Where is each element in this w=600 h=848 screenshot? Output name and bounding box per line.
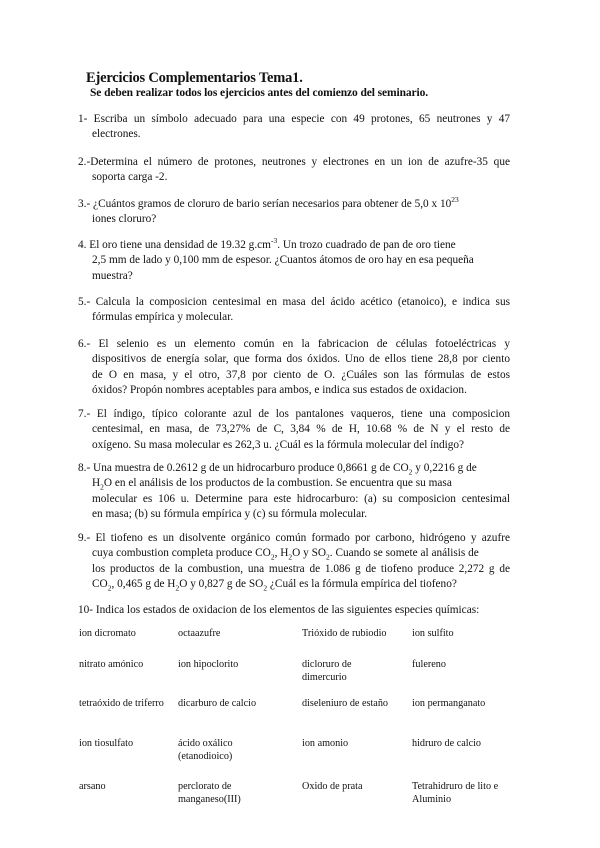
exercise-3	[78, 197, 510, 228]
exercise-2-line-1: 2.-Determina el número de protones, neutrones y electrones en un ion de azufre-35 que	[78, 156, 510, 168]
species-item: fulereno	[412, 659, 446, 670]
exercise-3-line-1: 3.- ¿Cuántos gramos de cloruro de bario serían necesarios para obtener de 5,0 x $10^{23}$	[78, 195, 459, 210]
exercise-7-line-1: 7.- El índigo, típico colorante azul de los pantalones vaqueros, tiene una composicion	[78, 408, 510, 420]
exercise-4-line-1: 4. El oro tiene una densidad de 19.32 $g.cm^{-3}$. Un trozo cuadrado de pan de oro tiene	[78, 236, 456, 251]
exercise-2	[78, 155, 510, 186]
exercise-8-line-2: $H_2O$ en el análisis de los productos de la combustion. Se encuentra que su masa	[92, 477, 452, 492]
exercise-4	[78, 238, 510, 284]
species-item: arsano	[79, 781, 106, 792]
species-item: ácido oxálico (etanodioico)	[178, 738, 233, 762]
exercise-8-line-4: en masa; (b) su fórmula empírica y (c) su fórmula molecular.	[92, 507, 368, 520]
species-item: ion permanganato	[412, 698, 486, 709]
species-item: diseleniuro de estaño	[302, 698, 389, 709]
exercise-1	[78, 112, 510, 143]
species-item: perclorato de manganeso(III)	[178, 781, 241, 805]
exercise-9-line-2: cuya combustion completa produce $CO_2$, $H_2O$ y $SO_2$. Cuando se somete al análisis de	[92, 547, 479, 562]
exercise-10	[78, 603, 510, 618]
exercise-9-line-4: $CO_2$, 0,465 g de $H_2O$ y 0,827 g de $SO_2$ ¿Cuál es la fórmula empírica del tiofeno?	[92, 577, 457, 593]
exercise-6-line-2: dispositivos de energía solar, que forma dos óxidos. Uno de ellos tiene 28,8 por ciento	[92, 353, 510, 366]
exercise-1-line-2: electrones.	[92, 128, 141, 141]
species-item: nitrato amónico	[79, 659, 144, 670]
exercise-5-line-2: fórmulas empírica y molecular.	[92, 311, 234, 324]
exercise-9	[78, 531, 510, 592]
exercise-2-line-2: soporta carga -2.	[92, 171, 168, 184]
species-item: ion tiosulfato	[79, 738, 134, 749]
exercise-7-line-3: oxígeno. Su masa molecular es 262,3 u. ¿Cuál es la fórmula molecular del índigo?	[92, 438, 465, 451]
exercise-1-line-1: 1- Escriba un símbolo adecuado para una especie con 49 protones, 65 neutrones y 47	[78, 113, 510, 125]
exercise-6-line-4: óxidos? Propón nombres aceptables para ambos, e indica sus estados de oxidacion.	[92, 383, 467, 396]
exercise-6-line-3: de O en masa, y el otro, 37,8 por ciento de O. ¿Cuáles son las fórmulas de estos	[92, 368, 510, 381]
exercise-9-line-3: los productos de la combustion, una muestra de 1.086 g de tiofeno produce 2,272 g de	[92, 562, 510, 575]
exercise-5	[78, 295, 510, 326]
exercise-7-line-2: centesimal, en masa, de 73,27% de C, 3,84 % de H, 10.68 % de N y el resto de	[92, 423, 510, 436]
species-item: Tetrahidruro de lito e Aluminio	[412, 781, 499, 805]
species-item: ion dicromato	[79, 628, 136, 639]
exercise-7	[78, 407, 510, 453]
page-title: Ejercicios Complementarios Tema1.	[86, 70, 303, 86]
exercise-8-line-1: 8.- Una muestra de 0.2612 g de un hidrocarburo produce 0,8661 g de $CO_2$ y 0,2216 g de	[78, 462, 477, 477]
species-item: Oxido de prata	[302, 781, 363, 792]
exercise-9-line-1: 9.- El tiofeno es un disolvente orgánico común formado por carbono, hidrógeno y azufre	[78, 532, 510, 544]
species-item: dicloruro de dimercurio	[302, 659, 352, 683]
exercise-6	[78, 337, 510, 398]
species-item: ion amonio	[302, 738, 349, 749]
species-item: hidruro de calcio	[412, 738, 482, 749]
species-item: dicarburo de calcio	[178, 698, 257, 709]
exercise-8-line-3: molecular es 106 u. Determine para este hidrocarburo: (a) su composicion centesimal	[92, 492, 510, 505]
species-item: ion hipoclorito	[178, 659, 239, 670]
species-item: tetraóxido de triferro	[79, 698, 164, 709]
exercise-3-line-2: iones cloruro?	[92, 213, 157, 226]
exercise-4-line-3: muestra?	[92, 269, 133, 282]
page-subtitle: Se deben realizar todos los ejercicios antes del comienzo del seminario.	[90, 87, 429, 99]
exponent: -3	[270, 236, 278, 246]
exercise-8	[78, 461, 510, 522]
exercise-5-line-1: 5.- Calcula la composicion centesimal en masa del ácido acético (etanoico), e indica sus	[78, 296, 510, 308]
species-item: octaazufre	[178, 628, 221, 639]
exercise-4-line-2: 2,5 mm de lado y 0,100 mm de espesor. ¿Cuantos átomos de oro hay en esa pequeña	[92, 254, 474, 267]
species-item: ion sulfito	[412, 628, 454, 639]
exponent: 23	[451, 195, 459, 205]
exercise-6-line-1: 6.- El selenio es un elemento común en la fabricacion de células fotoeléctricas y	[78, 338, 510, 350]
exercise-10-line-1: 10- Indica los estados de oxidacion de los elementos de las siguientes especies químicas:	[78, 604, 480, 616]
species-item: Trióxido de rubiodio	[302, 628, 387, 639]
